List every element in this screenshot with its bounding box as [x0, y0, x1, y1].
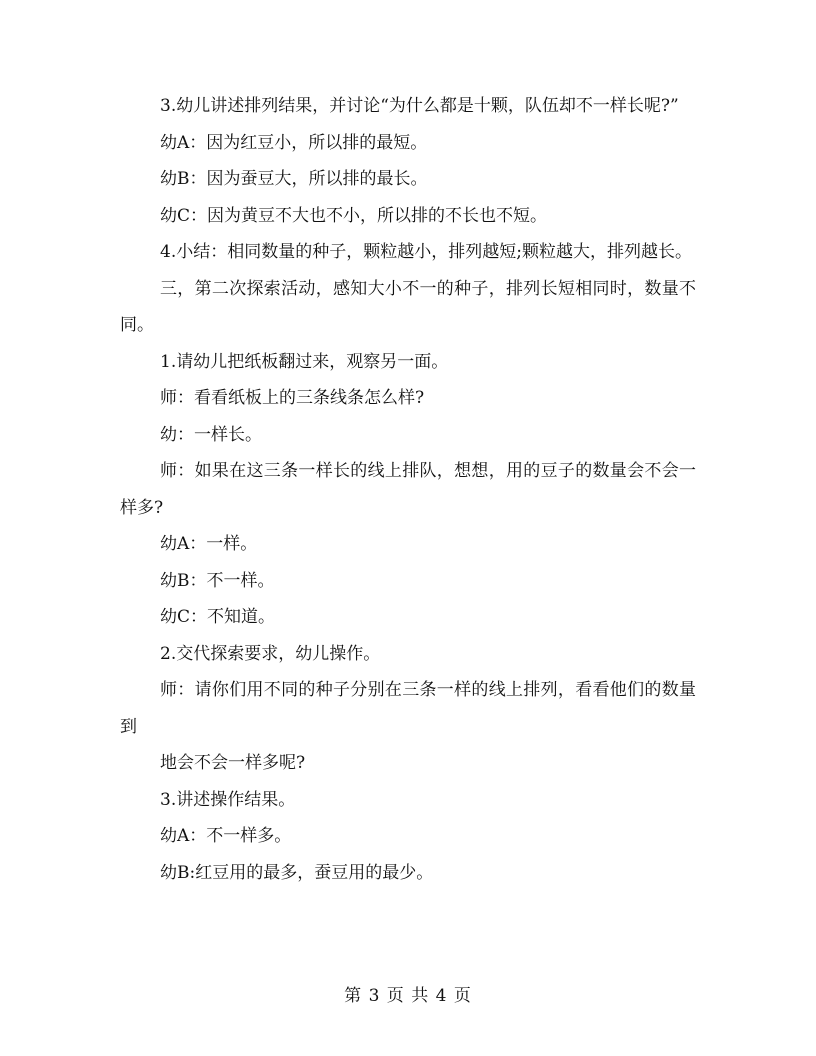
paragraph: 2.交代探索要求，幼儿操作。 — [160, 643, 381, 664]
paragraph: 幼C：因为黄豆不大也不小，所以排的不长也不短。 — [160, 205, 548, 226]
paragraph: 幼B：不一样。 — [160, 570, 275, 591]
paragraph: 地会不会一样多呢? — [160, 753, 306, 773]
paragraph: 师：如果在这三条一样长的线上排队，想想，用的豆子的数量会不会一样多? — [120, 461, 696, 518]
paragraph: 幼A：因为红豆小，所以排的最短。 — [160, 132, 428, 153]
paragraph: 幼B:红豆用的最多，蚕豆用的最少。 — [160, 862, 434, 883]
paragraph: 师：请你们用不同的种子分别在三条一样的线上排列，看看他们的数量到 — [120, 680, 696, 737]
paragraph: 幼A：不一样多。 — [160, 826, 292, 846]
paragraph: 1.请幼儿把纸板翻过来，观察另一面。 — [160, 351, 449, 372]
paragraph: 幼：一样长。 — [160, 424, 262, 445]
paragraph: 3.讲述操作结果。 — [160, 789, 296, 810]
document-body — [120, 88, 696, 891]
paragraph: 三，第二次探索活动，感知大小不一的种子，排列长短相同时，数量不同。 — [120, 278, 696, 335]
paragraph: 幼B：因为蚕豆大，所以排的最长。 — [160, 169, 428, 189]
paragraph: 幼C：不知道。 — [160, 607, 276, 627]
paragraph: 4.小结：相同数量的种子，颗粒越小，排列越短;颗粒越大，排列越长。 — [160, 242, 692, 262]
paragraph: 师：看看纸板上的三条线条怎么样? — [160, 388, 425, 408]
paragraph: 3.幼儿讲述排列结果，并讨论“为什么都是十颗，队伍却不一样长呢?” — [160, 96, 679, 116]
paragraph: 幼A：一样。 — [160, 534, 258, 554]
page-number-label: 第 3 页 共 4 页 — [344, 986, 472, 1006]
page-footer — [0, 984, 816, 1008]
